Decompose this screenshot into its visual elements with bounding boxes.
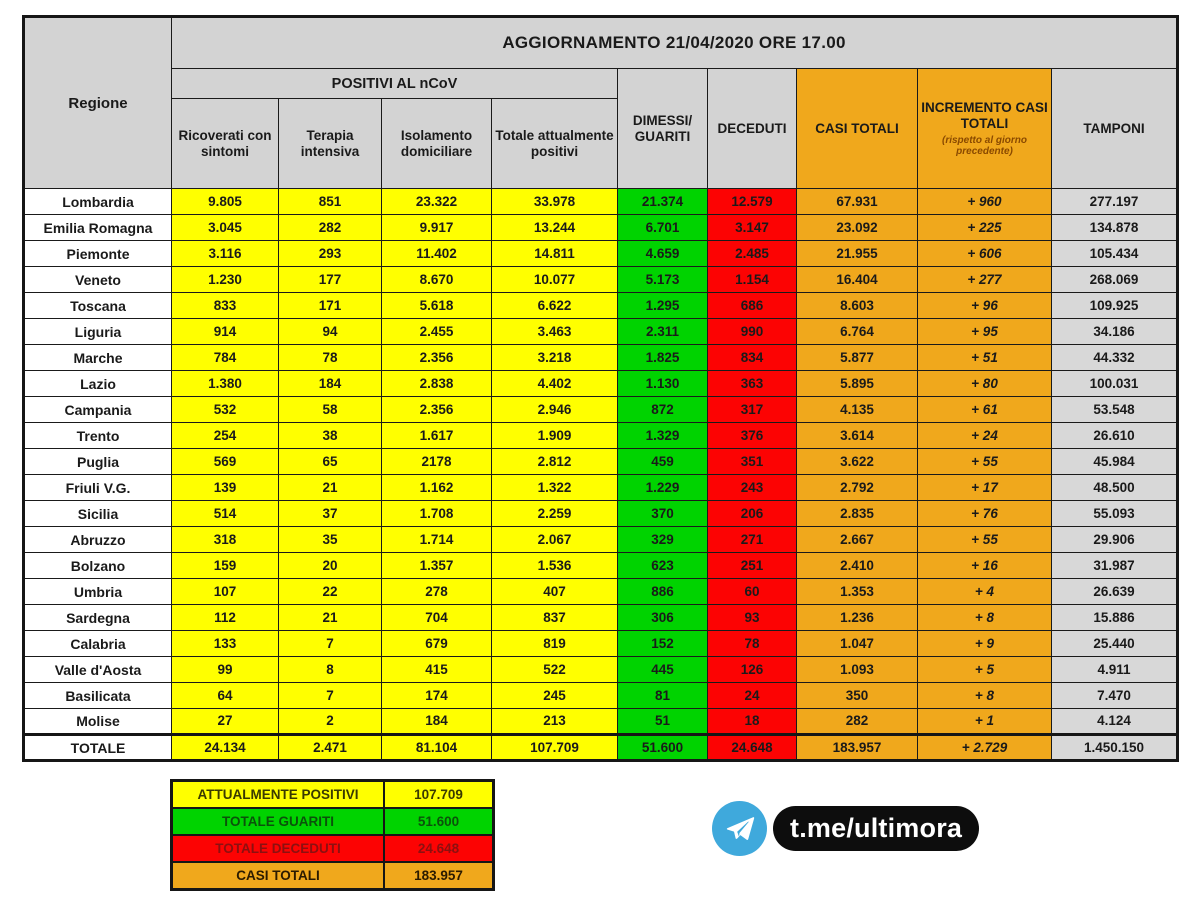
table-row: [24, 709, 1178, 735]
deceduti-value: 206: [708, 501, 797, 527]
covid-regions-table: [22, 15, 1179, 762]
casi-totali-value: 16.404: [797, 267, 918, 293]
dimessi-guariti-value: 1.825: [618, 345, 708, 371]
dimessi-guariti-value: 6.701: [618, 215, 708, 241]
legend-value: 51.600: [384, 808, 494, 835]
telegram-banner: [712, 801, 979, 856]
tamponi-value: 25.440: [1052, 631, 1178, 657]
isolamento-value: 8.670: [382, 267, 492, 293]
terapia-intensiva-value: 94: [279, 319, 382, 345]
table-row: [24, 475, 1178, 501]
incremento-value: + 1: [918, 709, 1052, 735]
col-header-deceduti: DECEDUTI: [708, 69, 797, 189]
region-name: Emilia Romagna: [24, 215, 172, 241]
ricoverati-value: 1.230: [172, 267, 279, 293]
dimessi-guariti-value: 886: [618, 579, 708, 605]
legend-value: 24.648: [384, 835, 494, 862]
dimessi-guariti-value: 459: [618, 449, 708, 475]
region-name: Liguria: [24, 319, 172, 345]
dimessi-guariti-value: 370: [618, 501, 708, 527]
table-row: [24, 397, 1178, 423]
terapia-intensiva-value: 8: [279, 657, 382, 683]
deceduti-value: 243: [708, 475, 797, 501]
attualmente-positivi-value: 14.811: [492, 241, 618, 267]
terapia-intensiva-value: 58: [279, 397, 382, 423]
region-name: Calabria: [24, 631, 172, 657]
legend-row: [172, 808, 494, 835]
region-name: Molise: [24, 709, 172, 735]
ricoverati-value: 24.134: [172, 735, 279, 761]
legend-label: TOTALE DECEDUTI: [172, 835, 385, 862]
tamponi-value: 29.906: [1052, 527, 1178, 553]
tamponi-value: 134.878: [1052, 215, 1178, 241]
attualmente-positivi-value: 1.536: [492, 553, 618, 579]
attualmente-positivi-value: 407: [492, 579, 618, 605]
incremento-value: + 9: [918, 631, 1052, 657]
terapia-intensiva-value: 35: [279, 527, 382, 553]
attualmente-positivi-value: 10.077: [492, 267, 618, 293]
attualmente-positivi-value: 107.709: [492, 735, 618, 761]
table-row: [24, 605, 1178, 631]
isolamento-value: 679: [382, 631, 492, 657]
region-name: Basilicata: [24, 683, 172, 709]
terapia-intensiva-value: 65: [279, 449, 382, 475]
casi-totali-value: 2.667: [797, 527, 918, 553]
ricoverati-value: 569: [172, 449, 279, 475]
tamponi-value: 1.450.150: [1052, 735, 1178, 761]
isolamento-value: 5.618: [382, 293, 492, 319]
deceduti-value: 376: [708, 423, 797, 449]
casi-totali-value: 3.622: [797, 449, 918, 475]
dimessi-guariti-value: 329: [618, 527, 708, 553]
attualmente-positivi-value: 837: [492, 605, 618, 631]
casi-totali-value: 5.877: [797, 345, 918, 371]
ricoverati-value: 3.045: [172, 215, 279, 241]
casi-totali-value: 21.955: [797, 241, 918, 267]
region-name: Sicilia: [24, 501, 172, 527]
isolamento-value: 1.617: [382, 423, 492, 449]
casi-totali-value: 1.047: [797, 631, 918, 657]
isolamento-value: 2.455: [382, 319, 492, 345]
region-name: Abruzzo: [24, 527, 172, 553]
tamponi-value: 109.925: [1052, 293, 1178, 319]
table-row: [24, 423, 1178, 449]
table-row: [24, 319, 1178, 345]
col-header-tamponi: TAMPONI: [1052, 69, 1178, 189]
terapia-intensiva-value: 22: [279, 579, 382, 605]
incremento-value: + 76: [918, 501, 1052, 527]
isolamento-value: 184: [382, 709, 492, 735]
deceduti-value: 60: [708, 579, 797, 605]
deceduti-value: 317: [708, 397, 797, 423]
casi-totali-value: 6.764: [797, 319, 918, 345]
region-name: Marche: [24, 345, 172, 371]
legend-label: ATTUALMENTE POSITIVI: [172, 781, 385, 809]
isolamento-value: 2178: [382, 449, 492, 475]
incremento-value: + 4: [918, 579, 1052, 605]
incremento-value: + 95: [918, 319, 1052, 345]
legend-row: [172, 781, 494, 809]
dimessi-guariti-value: 51.600: [618, 735, 708, 761]
dimessi-guariti-value: 445: [618, 657, 708, 683]
summary-legend: [170, 779, 495, 891]
dimessi-guariti-value: 1.130: [618, 371, 708, 397]
casi-totali-value: 282: [797, 709, 918, 735]
tamponi-value: 4.124: [1052, 709, 1178, 735]
deceduti-value: 24: [708, 683, 797, 709]
dimessi-guariti-value: 152: [618, 631, 708, 657]
dimessi-guariti-value: 5.173: [618, 267, 708, 293]
casi-totali-value: 1.236: [797, 605, 918, 631]
region-name: Toscana: [24, 293, 172, 319]
telegram-icon: [712, 801, 767, 856]
attualmente-positivi-value: 245: [492, 683, 618, 709]
terapia-intensiva-value: 20: [279, 553, 382, 579]
casi-totali-value: 8.603: [797, 293, 918, 319]
ricoverati-value: 532: [172, 397, 279, 423]
incremento-value: + 8: [918, 683, 1052, 709]
terapia-intensiva-value: 171: [279, 293, 382, 319]
ricoverati-value: 784: [172, 345, 279, 371]
tamponi-value: 15.886: [1052, 605, 1178, 631]
casi-totali-value: 183.957: [797, 735, 918, 761]
dimessi-guariti-value: 81: [618, 683, 708, 709]
isolamento-value: 23.322: [382, 189, 492, 215]
tamponi-value: 100.031: [1052, 371, 1178, 397]
table-row: [24, 683, 1178, 709]
dimessi-guariti-value: 51: [618, 709, 708, 735]
attualmente-positivi-value: 3.463: [492, 319, 618, 345]
col-header-casi-totali: CASI TOTALI: [797, 69, 918, 189]
terapia-intensiva-value: 2.471: [279, 735, 382, 761]
casi-totali-value: 23.092: [797, 215, 918, 241]
table-row: [24, 553, 1178, 579]
terapia-intensiva-value: 21: [279, 475, 382, 501]
incremento-header-note: (rispetto al giorno precedente): [942, 135, 1027, 157]
isolamento-value: 415: [382, 657, 492, 683]
ricoverati-value: 914: [172, 319, 279, 345]
table-row: [24, 631, 1178, 657]
incremento-value: + 8: [918, 605, 1052, 631]
region-name: Trento: [24, 423, 172, 449]
summary-legend-table: [170, 779, 495, 891]
ricoverati-value: 112: [172, 605, 279, 631]
region-name: Puglia: [24, 449, 172, 475]
casi-totali-value: 5.895: [797, 371, 918, 397]
tamponi-value: 44.332: [1052, 345, 1178, 371]
table-row: [24, 657, 1178, 683]
isolamento-value: 1.162: [382, 475, 492, 501]
ricoverati-value: 833: [172, 293, 279, 319]
totale-row: [24, 735, 1178, 761]
legend-row: [172, 835, 494, 862]
incremento-value: + 16: [918, 553, 1052, 579]
incremento-value: + 96: [918, 293, 1052, 319]
deceduti-value: 126: [708, 657, 797, 683]
casi-totali-value: 2.410: [797, 553, 918, 579]
region-name: TOTALE: [24, 735, 172, 761]
col-header-ricoverati: Ricoverati con sintomi: [172, 99, 279, 189]
casi-totali-value: 1.353: [797, 579, 918, 605]
attualmente-positivi-value: 522: [492, 657, 618, 683]
col-header-attualmente-positivi: Totale attualmente positivi: [492, 99, 618, 189]
terapia-intensiva-value: 78: [279, 345, 382, 371]
terapia-intensiva-value: 38: [279, 423, 382, 449]
deceduti-value: 363: [708, 371, 797, 397]
tamponi-value: 55.093: [1052, 501, 1178, 527]
region-name: Veneto: [24, 267, 172, 293]
isolamento-value: 174: [382, 683, 492, 709]
region-name: Valle d'Aosta: [24, 657, 172, 683]
attualmente-positivi-value: 2.946: [492, 397, 618, 423]
table-row: [24, 215, 1178, 241]
deceduti-value: 3.147: [708, 215, 797, 241]
casi-totali-value: 4.135: [797, 397, 918, 423]
ricoverati-value: 9.805: [172, 189, 279, 215]
attualmente-positivi-value: 1.322: [492, 475, 618, 501]
incremento-value: + 24: [918, 423, 1052, 449]
attualmente-positivi-value: 6.622: [492, 293, 618, 319]
tamponi-value: 48.500: [1052, 475, 1178, 501]
deceduti-value: 2.485: [708, 241, 797, 267]
col-header-isolamento: Isolamento domiciliare: [382, 99, 492, 189]
legend-value: 183.957: [384, 862, 494, 890]
tamponi-value: 277.197: [1052, 189, 1178, 215]
deceduti-value: 24.648: [708, 735, 797, 761]
table-row: [24, 449, 1178, 475]
region-name: Umbria: [24, 579, 172, 605]
ricoverati-value: 254: [172, 423, 279, 449]
dimessi-guariti-value: 4.659: [618, 241, 708, 267]
tamponi-value: 53.548: [1052, 397, 1178, 423]
table-row: [24, 241, 1178, 267]
legend-label: CASI TOTALI: [172, 862, 385, 890]
terapia-intensiva-value: 184: [279, 371, 382, 397]
dimessi-guariti-value: 623: [618, 553, 708, 579]
tamponi-value: 105.434: [1052, 241, 1178, 267]
isolamento-value: 2.838: [382, 371, 492, 397]
legend-label: TOTALE GUARITI: [172, 808, 385, 835]
ricoverati-value: 99: [172, 657, 279, 683]
attualmente-positivi-value: 819: [492, 631, 618, 657]
table-row: [24, 189, 1178, 215]
attualmente-positivi-value: 4.402: [492, 371, 618, 397]
deceduti-value: 271: [708, 527, 797, 553]
incremento-value: + 17: [918, 475, 1052, 501]
terapia-intensiva-value: 177: [279, 267, 382, 293]
tamponi-value: 45.984: [1052, 449, 1178, 475]
incremento-value: + 5: [918, 657, 1052, 683]
incremento-value: + 960: [918, 189, 1052, 215]
deceduti-value: 351: [708, 449, 797, 475]
region-name: Piemonte: [24, 241, 172, 267]
deceduti-value: 1.154: [708, 267, 797, 293]
terapia-intensiva-value: 37: [279, 501, 382, 527]
isolamento-value: 9.917: [382, 215, 492, 241]
dimessi-guariti-value: 2.311: [618, 319, 708, 345]
dimessi-guariti-value: 1.329: [618, 423, 708, 449]
isolamento-value: 2.356: [382, 397, 492, 423]
deceduti-value: 990: [708, 319, 797, 345]
deceduti-value: 686: [708, 293, 797, 319]
region-column-header: Regione: [24, 17, 172, 189]
deceduti-value: 93: [708, 605, 797, 631]
col-header-incremento: [918, 69, 1052, 189]
incremento-value: + 51: [918, 345, 1052, 371]
ricoverati-value: 1.380: [172, 371, 279, 397]
page-title: AGGIORNAMENTO 21/04/2020 ORE 17.00: [172, 17, 1178, 69]
attualmente-positivi-value: 33.978: [492, 189, 618, 215]
telegram-link[interactable]: t.me/ultimora: [773, 806, 979, 851]
legend-row: [172, 862, 494, 890]
isolamento-value: 278: [382, 579, 492, 605]
table-row: [24, 501, 1178, 527]
table-row: [24, 527, 1178, 553]
isolamento-value: 81.104: [382, 735, 492, 761]
incremento-value: + 2.729: [918, 735, 1052, 761]
tamponi-value: 7.470: [1052, 683, 1178, 709]
tamponi-value: 26.639: [1052, 579, 1178, 605]
terapia-intensiva-value: 282: [279, 215, 382, 241]
isolamento-value: 11.402: [382, 241, 492, 267]
table-row: [24, 579, 1178, 605]
isolamento-value: 1.357: [382, 553, 492, 579]
casi-totali-value: 350: [797, 683, 918, 709]
deceduti-value: 834: [708, 345, 797, 371]
deceduti-value: 78: [708, 631, 797, 657]
incremento-value: + 606: [918, 241, 1052, 267]
incremento-header-label: INCREMENTO CASI TOTALI: [921, 100, 1048, 131]
isolamento-value: 1.714: [382, 527, 492, 553]
group-header-positivi: POSITIVI AL nCoV: [172, 69, 618, 99]
legend-value: 107.709: [384, 781, 494, 809]
incremento-value: + 80: [918, 371, 1052, 397]
casi-totali-value: 2.835: [797, 501, 918, 527]
table-row: [24, 267, 1178, 293]
dimessi-guariti-value: 21.374: [618, 189, 708, 215]
incremento-value: + 61: [918, 397, 1052, 423]
col-header-dimessi-guariti: DIMESSI/ GUARITI: [618, 69, 708, 189]
ricoverati-value: 133: [172, 631, 279, 657]
incremento-value: + 55: [918, 527, 1052, 553]
incremento-value: + 225: [918, 215, 1052, 241]
casi-totali-value: 1.093: [797, 657, 918, 683]
paper-plane-icon: [724, 813, 756, 845]
region-name: Sardegna: [24, 605, 172, 631]
terapia-intensiva-value: 851: [279, 189, 382, 215]
dimessi-guariti-value: 1.229: [618, 475, 708, 501]
table-row: [24, 293, 1178, 319]
table-row: [24, 371, 1178, 397]
ricoverati-value: 318: [172, 527, 279, 553]
terapia-intensiva-value: 293: [279, 241, 382, 267]
attualmente-positivi-value: 13.244: [492, 215, 618, 241]
deceduti-value: 251: [708, 553, 797, 579]
deceduti-value: 12.579: [708, 189, 797, 215]
attualmente-positivi-value: 2.812: [492, 449, 618, 475]
ricoverati-value: 159: [172, 553, 279, 579]
terapia-intensiva-value: 21: [279, 605, 382, 631]
deceduti-value: 18: [708, 709, 797, 735]
region-name: Lombardia: [24, 189, 172, 215]
attualmente-positivi-value: 2.259: [492, 501, 618, 527]
isolamento-value: 2.356: [382, 345, 492, 371]
ricoverati-value: 139: [172, 475, 279, 501]
table-row: [24, 345, 1178, 371]
tamponi-value: 26.610: [1052, 423, 1178, 449]
dimessi-guariti-value: 872: [618, 397, 708, 423]
attualmente-positivi-value: 1.909: [492, 423, 618, 449]
dimessi-guariti-value: 306: [618, 605, 708, 631]
tamponi-value: 31.987: [1052, 553, 1178, 579]
covid-data-sheet: [22, 15, 1176, 762]
region-name: Friuli V.G.: [24, 475, 172, 501]
incremento-value: + 277: [918, 267, 1052, 293]
ricoverati-value: 514: [172, 501, 279, 527]
dimessi-guariti-value: 1.295: [618, 293, 708, 319]
terapia-intensiva-value: 7: [279, 631, 382, 657]
casi-totali-value: 67.931: [797, 189, 918, 215]
attualmente-positivi-value: 2.067: [492, 527, 618, 553]
tamponi-value: 268.069: [1052, 267, 1178, 293]
ricoverati-value: 27: [172, 709, 279, 735]
tamponi-value: 34.186: [1052, 319, 1178, 345]
terapia-intensiva-value: 2: [279, 709, 382, 735]
ricoverati-value: 64: [172, 683, 279, 709]
ricoverati-value: 107: [172, 579, 279, 605]
col-header-terapia: Terapia intensiva: [279, 99, 382, 189]
ricoverati-value: 3.116: [172, 241, 279, 267]
casi-totali-value: 3.614: [797, 423, 918, 449]
region-name: Campania: [24, 397, 172, 423]
tamponi-value: 4.911: [1052, 657, 1178, 683]
attualmente-positivi-value: 213: [492, 709, 618, 735]
casi-totali-value: 2.792: [797, 475, 918, 501]
incremento-value: + 55: [918, 449, 1052, 475]
region-name: Lazio: [24, 371, 172, 397]
attualmente-positivi-value: 3.218: [492, 345, 618, 371]
region-name: Bolzano: [24, 553, 172, 579]
terapia-intensiva-value: 7: [279, 683, 382, 709]
isolamento-value: 1.708: [382, 501, 492, 527]
isolamento-value: 704: [382, 605, 492, 631]
